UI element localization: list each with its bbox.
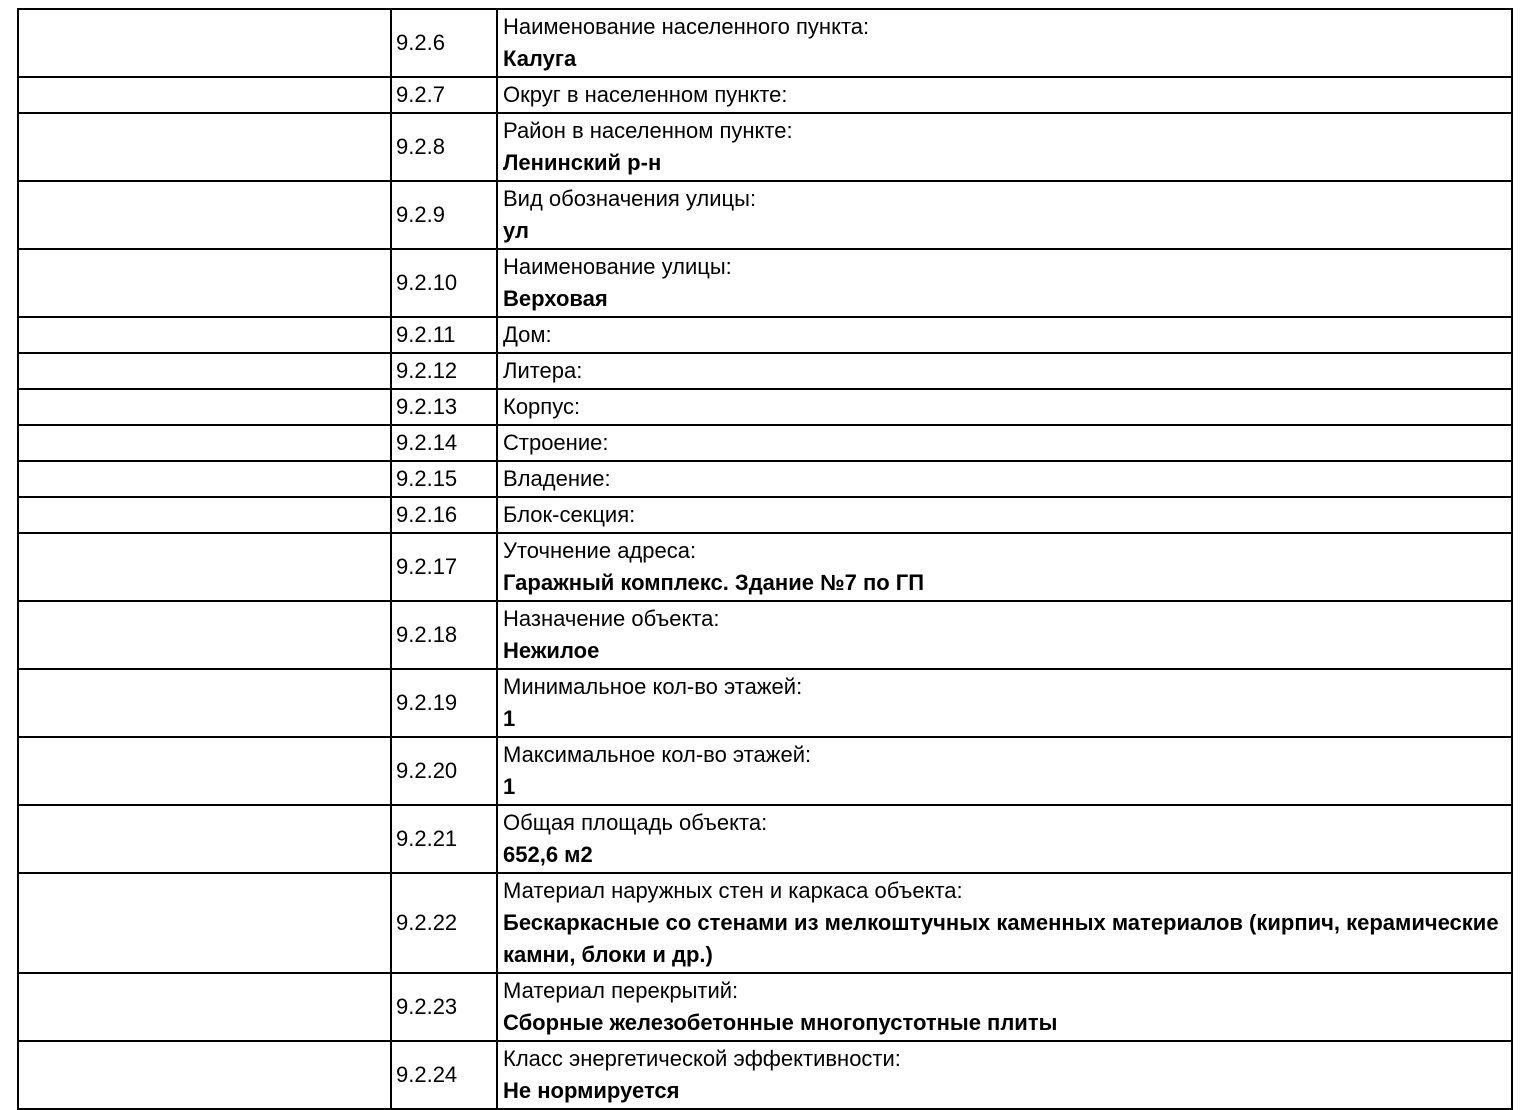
table-row <box>18 601 1512 669</box>
item-number: 9.2.20 <box>396 758 458 783</box>
attribute-cell <box>497 353 1512 389</box>
attribute-label: Материал перекрытий: <box>503 978 739 1003</box>
attribute-label: Уточнение адреса: <box>503 538 697 563</box>
table-row <box>18 77 1512 113</box>
attribute-content <box>498 974 1511 1040</box>
item-number-cell <box>391 461 497 497</box>
item-number-cell <box>391 601 497 669</box>
attribute-content <box>498 462 1511 496</box>
item-number: 9.2.22 <box>396 910 458 935</box>
attribute-content <box>498 354 1511 388</box>
table-row <box>18 737 1512 805</box>
attribute-label: Минимальное кол-во этажей: <box>503 674 803 699</box>
empty-cell <box>18 181 391 249</box>
table-row <box>18 113 1512 181</box>
attribute-content <box>498 1042 1511 1108</box>
attribute-content <box>498 874 1511 972</box>
attribute-cell <box>497 669 1512 737</box>
table-row <box>18 249 1512 317</box>
empty-cell <box>18 9 391 77</box>
item-number: 9.2.15 <box>396 466 458 491</box>
item-number: 9.2.11 <box>396 322 456 347</box>
item-number-cell <box>391 805 497 873</box>
empty-cell <box>18 389 391 425</box>
item-number-cell <box>391 973 497 1041</box>
item-number-cell <box>391 249 497 317</box>
item-number: 9.2.6 <box>396 30 445 55</box>
table-row <box>18 669 1512 737</box>
item-number: 9.2.19 <box>396 690 458 715</box>
empty-cell <box>18 805 391 873</box>
item-number-cell <box>391 9 497 77</box>
attribute-value: 652,6 м2 <box>503 842 593 867</box>
item-number-cell <box>391 737 497 805</box>
attribute-content <box>498 498 1511 532</box>
empty-cell <box>18 317 391 353</box>
attribute-label: Округ в населенном пункте: <box>503 82 788 107</box>
attribute-content <box>498 738 1511 804</box>
attribute-content <box>498 318 1511 352</box>
attribute-cell <box>497 805 1512 873</box>
attribute-label: Владение: <box>503 466 611 491</box>
empty-cell <box>18 249 391 317</box>
attribute-content <box>498 78 1511 112</box>
item-number: 9.2.12 <box>396 358 458 383</box>
table-body <box>18 9 1512 1109</box>
table-row <box>18 1041 1512 1109</box>
table-row <box>18 317 1512 353</box>
attribute-content <box>498 806 1511 872</box>
attribute-label: Класс энергетической эффективности: <box>503 1046 901 1071</box>
item-number-cell <box>391 533 497 601</box>
attribute-label: Дом: <box>503 322 552 347</box>
attribute-value: Сборные железобетонные многопустотные плиты <box>503 1010 1058 1035</box>
attribute-value: Нежилое <box>503 638 600 663</box>
table-row <box>18 973 1512 1041</box>
attribute-value: Калуга <box>503 46 577 71</box>
item-number-cell <box>391 113 497 181</box>
attribute-cell <box>497 425 1512 461</box>
empty-cell <box>18 353 391 389</box>
attribute-cell <box>497 601 1512 669</box>
attribute-cell <box>497 533 1512 601</box>
item-number-cell <box>391 181 497 249</box>
attribute-label: Максимальное кол-во этажей: <box>503 742 812 767</box>
item-number-cell <box>391 353 497 389</box>
attribute-cell <box>497 249 1512 317</box>
attribute-value: 1 <box>503 706 516 731</box>
table-row <box>18 461 1512 497</box>
attribute-value: ул <box>503 218 529 243</box>
item-number: 9.2.8 <box>396 134 445 159</box>
attribute-cell <box>497 1041 1512 1109</box>
item-number-cell <box>391 497 497 533</box>
attribute-cell <box>497 737 1512 805</box>
item-number: 9.2.17 <box>396 554 458 579</box>
attribute-value: Верховая <box>503 286 608 311</box>
item-number: 9.2.18 <box>396 622 458 647</box>
attribute-label: Материал наружных стен и каркаса объекта: <box>503 878 963 903</box>
item-number: 9.2.23 <box>396 994 458 1019</box>
empty-cell <box>18 973 391 1041</box>
empty-cell <box>18 669 391 737</box>
table-row <box>18 805 1512 873</box>
empty-cell <box>18 601 391 669</box>
attribute-cell <box>497 77 1512 113</box>
attribute-value: Гаражный комплекс. Здание №7 по ГП <box>503 570 925 595</box>
item-number: 9.2.7 <box>396 82 445 107</box>
attribute-cell <box>497 873 1512 973</box>
table-row <box>18 533 1512 601</box>
table-row <box>18 353 1512 389</box>
item-number-cell <box>391 77 497 113</box>
table-row <box>18 9 1512 77</box>
attribute-cell <box>497 113 1512 181</box>
attribute-content <box>498 10 1511 76</box>
item-number: 9.2.14 <box>396 430 458 455</box>
item-number: 9.2.24 <box>396 1062 458 1087</box>
item-number-cell <box>391 873 497 973</box>
attribute-label: Назначение объекта: <box>503 606 720 631</box>
item-number: 9.2.21 <box>396 826 458 851</box>
attribute-content <box>498 426 1511 460</box>
empty-cell <box>18 461 391 497</box>
attribute-content <box>498 250 1511 316</box>
attribute-content <box>498 390 1511 424</box>
attribute-label: Блок-секция: <box>503 502 636 527</box>
empty-cell <box>18 497 391 533</box>
table-row <box>18 497 1512 533</box>
attribute-cell <box>497 317 1512 353</box>
table-row <box>18 425 1512 461</box>
attribute-label: Литера: <box>503 358 583 383</box>
attribute-value: Ленинский р-н <box>503 150 662 175</box>
item-number-cell <box>391 425 497 461</box>
table-row <box>18 181 1512 249</box>
attribute-value: 1 <box>503 774 516 799</box>
property-attributes-table <box>17 8 1513 1110</box>
item-number: 9.2.16 <box>396 502 458 527</box>
item-number-cell <box>391 1041 497 1109</box>
attribute-cell <box>497 181 1512 249</box>
attribute-cell <box>497 389 1512 425</box>
attribute-cell <box>497 497 1512 533</box>
attribute-label: Строение: <box>503 430 609 455</box>
attribute-label: Наименование улицы: <box>503 254 732 279</box>
empty-cell <box>18 77 391 113</box>
table-row <box>18 873 1512 973</box>
attribute-label: Вид обозначения улицы: <box>503 186 757 211</box>
attribute-value: Не нормируется <box>503 1078 680 1103</box>
attribute-cell <box>497 461 1512 497</box>
attribute-label: Район в населенном пункте: <box>503 118 793 143</box>
attribute-content <box>498 602 1511 668</box>
item-number: 9.2.13 <box>396 394 458 419</box>
attribute-value: Бескаркасные со стенами из мелкоштучных каменных материалов (кирпич, керамические камни, блоки и др.) <box>503 910 1499 967</box>
item-number-cell <box>391 317 497 353</box>
empty-cell <box>18 533 391 601</box>
empty-cell <box>18 737 391 805</box>
attribute-content <box>498 182 1511 248</box>
item-number-cell <box>391 389 497 425</box>
attribute-label: Общая площадь объекта: <box>503 810 768 835</box>
empty-cell <box>18 425 391 461</box>
attribute-content <box>498 114 1511 180</box>
empty-cell <box>18 1041 391 1109</box>
item-number-cell <box>391 669 497 737</box>
empty-cell <box>18 873 391 973</box>
item-number: 9.2.9 <box>396 202 445 227</box>
attribute-label: Наименование населенного пункта: <box>503 14 870 39</box>
attribute-cell <box>497 973 1512 1041</box>
attribute-content <box>498 534 1511 600</box>
item-number: 9.2.10 <box>396 270 458 295</box>
attribute-cell <box>497 9 1512 77</box>
table-row <box>18 389 1512 425</box>
empty-cell <box>18 113 391 181</box>
attribute-label: Корпус: <box>503 394 581 419</box>
attribute-content <box>498 670 1511 736</box>
